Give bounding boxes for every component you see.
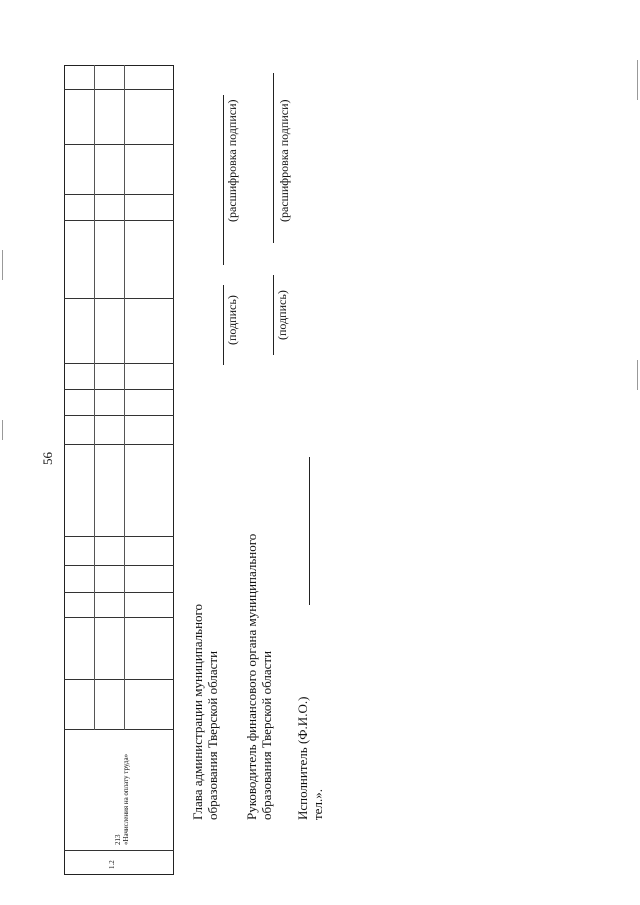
table-column-divider xyxy=(64,298,174,299)
finance-decoding-line xyxy=(273,73,274,243)
finance-decoding-caption: (расшифровка подписи) xyxy=(277,99,291,222)
table-column-divider xyxy=(64,729,174,730)
table-column-divider xyxy=(64,89,174,90)
table-column-divider xyxy=(64,220,174,221)
finance-title-line1: Руководитель финансового органа муниципального xyxy=(244,533,259,820)
row-code: 213 xyxy=(114,834,122,845)
table-column-divider xyxy=(64,592,174,593)
table-column-divider xyxy=(64,389,174,390)
executor-phone-label: тел.». xyxy=(310,789,325,820)
table-column-divider xyxy=(64,415,174,416)
table-border xyxy=(64,65,174,875)
table-row-divider xyxy=(94,65,95,730)
executor-block xyxy=(295,697,325,820)
head-signature-caption: (подпись) xyxy=(225,295,239,345)
finance-signature-caption: (подпись) xyxy=(275,290,289,340)
table-column-divider xyxy=(64,194,174,195)
data-table xyxy=(64,65,174,875)
table-column-divider xyxy=(64,444,174,445)
head-title-line2: образования Тверской области xyxy=(205,650,220,820)
head-title xyxy=(190,604,220,820)
head-title-line1: Глава администрации муниципального xyxy=(190,603,205,820)
finance-title-line2: образования Тверской области xyxy=(259,650,274,820)
head-signature-line xyxy=(223,285,224,365)
table-column-divider xyxy=(64,144,174,145)
table-column-divider xyxy=(64,850,174,851)
table-column-divider xyxy=(64,363,174,364)
head-decoding-line xyxy=(223,95,224,265)
row-number: 1.2 xyxy=(108,860,116,869)
finance-title xyxy=(244,534,274,820)
finance-signature-line xyxy=(273,275,274,355)
executor-name-line xyxy=(309,457,310,605)
table-column-divider xyxy=(64,536,174,537)
row-name: «Начисления на оплату труда» xyxy=(122,753,130,845)
head-decoding-caption: (расшифровка подписи) xyxy=(225,99,239,222)
executor-label: Исполнитель (Ф.И.О.) xyxy=(295,696,310,820)
table-column-divider xyxy=(64,565,174,566)
table-column-divider xyxy=(64,617,174,618)
table-row-divider xyxy=(124,65,125,730)
table-column-divider xyxy=(64,679,174,680)
page-number: 56 xyxy=(40,452,55,465)
